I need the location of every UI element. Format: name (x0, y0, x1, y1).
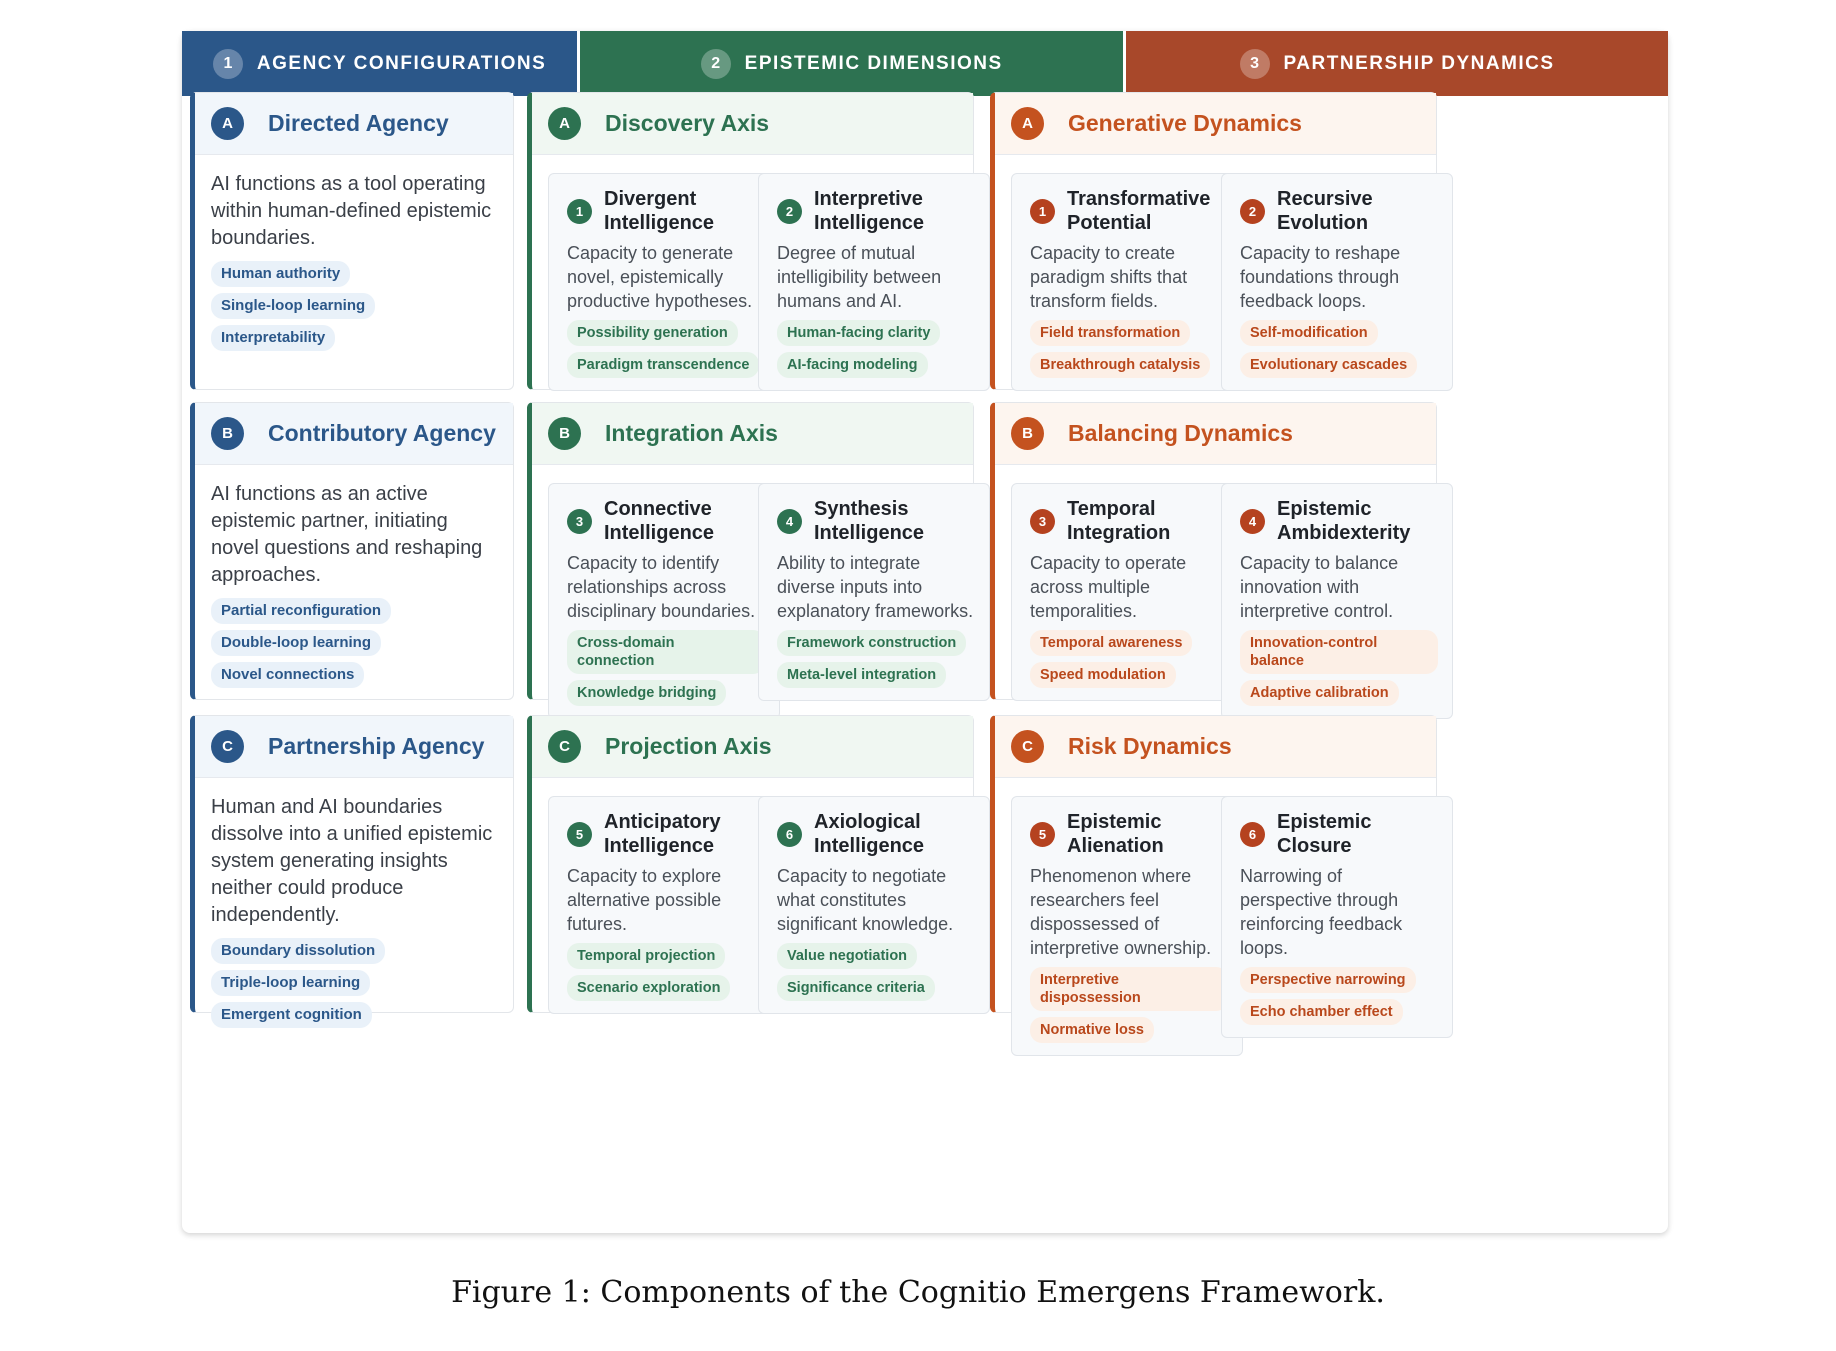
card-description: Capacity to generate novel, epistemically productive hypotheses. (567, 243, 753, 311)
panel-letter-badge: A (211, 107, 244, 140)
card-title: Recursive Evolution (1277, 188, 1373, 234)
card-header (1240, 810, 1438, 858)
card-title: Synthesis Intelligence (814, 498, 925, 544)
tag-list (777, 320, 975, 378)
agency-panel-a (190, 92, 514, 390)
card-number-badge: 5 (567, 822, 592, 847)
epistemic-panel-b (527, 402, 974, 700)
panel-header (995, 716, 1436, 778)
card-header (777, 187, 975, 235)
card-number-badge: 4 (1240, 509, 1265, 534)
card-number-badge: 1 (1030, 199, 1055, 224)
card-description: Capacity to explore alternative possible futures. (567, 866, 722, 934)
header-agency-configurations (182, 31, 577, 96)
panel-description: AI functions as a tool operating within human-defined epistemic boundaries. (211, 173, 492, 249)
column-headers (182, 31, 1668, 96)
header-number-badge: 3 (1240, 49, 1270, 79)
tag: Emergent cognition (211, 1002, 372, 1028)
tag: Novel connections (211, 662, 364, 688)
panel-letter-badge: B (548, 417, 581, 450)
tag: Boundary dissolution (211, 938, 385, 964)
tag: Scenario exploration (567, 975, 730, 1001)
panel-title: Partnership Agency (268, 733, 485, 759)
panel-header (195, 93, 513, 155)
card-number-badge: 6 (777, 822, 802, 847)
tag-list (567, 320, 765, 378)
tag-list (567, 630, 765, 706)
card-title: Temporal Integration (1067, 498, 1171, 544)
card-title: Connective Intelligence (604, 498, 715, 544)
header-epistemic-dimensions (580, 31, 1123, 96)
tag-list (211, 598, 495, 688)
card-header (1030, 810, 1228, 858)
tag: Human-facing clarity (777, 320, 940, 346)
panel-body (195, 155, 513, 351)
tag: Evolutionary cascades (1240, 352, 1417, 378)
tag: Single-loop learning (211, 293, 375, 319)
tag: Value negotiation (777, 943, 917, 969)
tag: Echo chamber effect (1240, 999, 1403, 1025)
dimension-card (758, 173, 990, 391)
card-number-badge: 3 (567, 509, 592, 534)
card-description: Narrowing of perspective through reinforcing feedback loops. (1240, 866, 1403, 958)
tag-list (211, 938, 495, 1028)
panel-description: AI functions as an active epistemic partner, initiating novel questions and reshaping approaches. (211, 483, 483, 586)
dimension-card (758, 483, 990, 701)
panel-title: Contributory Agency (268, 420, 496, 446)
panel-letter-badge: A (1011, 107, 1044, 140)
tag-list (1240, 967, 1438, 1025)
panel-letter-badge: C (1011, 730, 1044, 763)
card-header (1030, 497, 1228, 545)
card-description: Capacity to create paradigm shifts that transform fields. (1030, 243, 1188, 311)
tag: Significance criteria (777, 975, 935, 1001)
tag-list (1030, 630, 1228, 688)
header-title: AGENCY CONFIGURATIONS (256, 52, 547, 74)
panel-description: Human and AI boundaries dissolve into a unified epistemic system generating insights neither could produce independently. (211, 796, 493, 926)
dimension-card (548, 796, 780, 1014)
card-number-badge: 2 (1240, 199, 1265, 224)
panel-title: Risk Dynamics (1068, 733, 1232, 759)
tag: Knowledge bridging (567, 680, 726, 706)
card-description: Capacity to reshape foundations through feedback loops. (1240, 243, 1401, 311)
tag-list (567, 943, 765, 1001)
panel-header (532, 403, 973, 465)
card-number-badge: 5 (1030, 822, 1055, 847)
panel-letter-badge: A (548, 107, 581, 140)
card-title: Anticipatory Intelligence (604, 811, 721, 857)
panel-title: Integration Axis (605, 420, 778, 446)
card-description: Capacity to negotiate what constitutes significant knowledge. (777, 866, 954, 934)
tag: AI-facing modeling (777, 352, 928, 378)
card-header (567, 497, 765, 545)
tag: Normative loss (1030, 1017, 1154, 1043)
card-description: Ability to integrate diverse inputs into explanatory frameworks. (777, 553, 974, 621)
card-title: Divergent Intelligence (604, 188, 715, 234)
panel-header (995, 403, 1436, 465)
dimension-card (1221, 796, 1453, 1038)
card-header (777, 497, 975, 545)
card-number-badge: 6 (1240, 822, 1265, 847)
header-title: EPISTEMIC DIMENSIONS (744, 52, 1003, 74)
tag: Interpretability (211, 325, 335, 351)
tag: Cross-domain connection (567, 630, 765, 674)
panel-header (995, 93, 1436, 155)
partnership-panel-b (990, 402, 1437, 700)
panel-title: Generative Dynamics (1068, 110, 1302, 136)
panel-body (195, 778, 513, 1028)
card-title: Epistemic Alienation (1067, 811, 1164, 857)
card-description: Phenomenon where researchers feel dispossessed of interpretive ownership. (1030, 866, 1212, 958)
tag: Framework construction (777, 630, 966, 656)
panel-title: Projection Axis (605, 733, 772, 759)
card-header (1030, 187, 1228, 235)
dimension-card (1011, 483, 1243, 701)
header-title: PARTNERSHIP DYNAMICS (1283, 52, 1555, 74)
card-number-badge: 2 (777, 199, 802, 224)
tag: Double-loop learning (211, 630, 381, 656)
dimension-card (548, 483, 780, 719)
card-header (1240, 497, 1438, 545)
tag: Self-modification (1240, 320, 1378, 346)
tag: Meta-level integration (777, 662, 946, 688)
card-description: Capacity to identify relationships across disciplinary boundaries. (567, 553, 756, 621)
card-number-badge: 3 (1030, 509, 1055, 534)
tag: Triple-loop learning (211, 970, 370, 996)
header-partnership-dynamics (1126, 31, 1668, 96)
card-header (567, 187, 765, 235)
card-description: Degree of mutual intelligibility between humans and AI. (777, 243, 942, 311)
panel-header (532, 93, 973, 155)
dimension-card (1011, 796, 1243, 1056)
card-number-badge: 1 (567, 199, 592, 224)
card-title: Interpretive Intelligence (814, 188, 925, 234)
panel-letter-badge: C (211, 730, 244, 763)
tag: Temporal projection (567, 943, 725, 969)
card-title: Epistemic Ambidexterity (1277, 498, 1411, 544)
framework-figure (182, 31, 1668, 1233)
panel-title: Balancing Dynamics (1068, 420, 1293, 446)
tag: Breakthrough catalysis (1030, 352, 1210, 378)
card-title: Epistemic Closure (1277, 811, 1372, 857)
tag-list (777, 943, 975, 1001)
header-number-badge: 1 (213, 49, 243, 79)
panel-title: Directed Agency (268, 110, 449, 136)
tag: Paradigm transcendence (567, 352, 759, 378)
card-header (567, 810, 765, 858)
tag: Field transformation (1030, 320, 1190, 346)
panel-body (195, 465, 513, 688)
panel-header (532, 716, 973, 778)
tag: Perspective narrowing (1240, 967, 1416, 993)
card-description: Capacity to operate across multiple temporalities. (1030, 553, 1187, 621)
card-description: Capacity to balance innovation with interpretive control. (1240, 553, 1399, 621)
tag: Human authority (211, 261, 350, 287)
dimension-card (1221, 483, 1453, 719)
panel-title: Discovery Axis (605, 110, 770, 136)
dimension-card (1221, 173, 1453, 391)
partnership-panel-c (990, 715, 1437, 1038)
tag-list (1240, 320, 1438, 378)
tag-list (1240, 630, 1438, 706)
header-number-badge: 2 (701, 49, 731, 79)
tag: Innovation-control balance (1240, 630, 1438, 674)
panel-header (195, 403, 513, 465)
card-title: Transformative Potential (1067, 188, 1211, 234)
panel-letter-badge: B (1011, 417, 1044, 450)
panel-letter-badge: C (548, 730, 581, 763)
figure-caption: Figure 1: Components of the Cognitio Emergens Framework. (451, 1275, 1385, 1310)
tag: Partial reconfiguration (211, 598, 391, 624)
tag-list (211, 261, 495, 351)
card-header (777, 810, 975, 858)
card-number-badge: 4 (777, 509, 802, 534)
card-title: Axiological Intelligence (814, 811, 925, 857)
dimension-card (1011, 173, 1243, 391)
epistemic-panel-a (527, 92, 974, 390)
dimension-card (548, 173, 780, 391)
tag-list (1030, 320, 1228, 378)
card-header (1240, 187, 1438, 235)
tag-list (1030, 967, 1228, 1043)
tag: Possibility generation (567, 320, 738, 346)
agency-panel-c (190, 715, 514, 1023)
tag: Adaptive calibration (1240, 680, 1399, 706)
epistemic-panel-c (527, 715, 974, 1013)
tag: Interpretive dispossession (1030, 967, 1228, 1011)
panel-letter-badge: B (211, 417, 244, 450)
tag: Speed modulation (1030, 662, 1176, 688)
agency-panel-b (190, 402, 514, 700)
panel-header (195, 716, 513, 778)
tag-list (777, 630, 975, 688)
dimension-card (758, 796, 990, 1014)
tag: Temporal awareness (1030, 630, 1192, 656)
partnership-panel-a (990, 92, 1437, 390)
